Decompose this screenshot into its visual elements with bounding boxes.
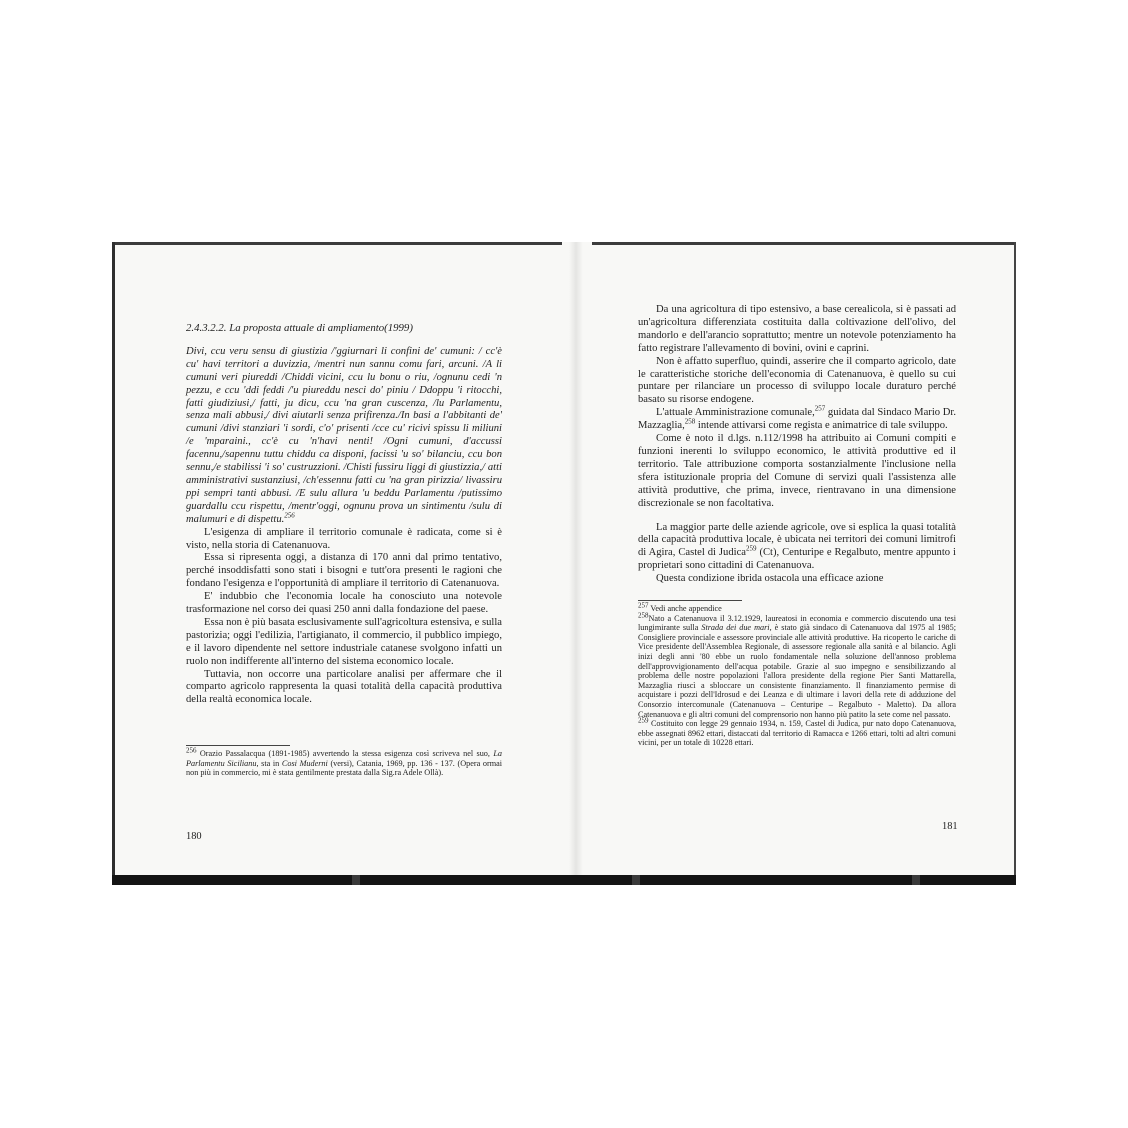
paragraph: Essa non è più basata esclusivamente sull'agricoltura estensiva, e sulla pastorizia; oggi l'edilizia, l'artigianato, il commercio, il pubblico impiego, e il lavoro dipendente nel settore industriale catanese svolgono infatti un ruolo non indifferente all'interno del sistema economico locale. bbox=[186, 616, 502, 667]
footnote-256: $^{256}$ Orazio Passalacqua (1891-1985) avvertendo la stessa esigenza così scriveva nel suo, La Parlamentu Sicilianu, sta in Cosi Muderni (versi), Catania, 1969, pp. 136 - 137. (Opera ormai non più in commercio, mi è stata gentilmente prestata dalla Sig.ra Adele Ollà). bbox=[186, 746, 502, 778]
paragraph: L'esigenza di ampliare il territorio comunale è radicata, come si è visto, nella storia di Catenanuova. bbox=[186, 526, 502, 551]
footnote-separator bbox=[186, 745, 290, 746]
page-number-right: 181 bbox=[942, 821, 958, 832]
bottom-edge-band bbox=[112, 875, 1016, 885]
footnote-ref-257: 257 bbox=[814, 404, 826, 413]
footnote-258: $^{258}$Nato a Catenanuova il 3.12.1929, laureatosi in economia e commercio discutendo una tesi lungimirante sulla Strada dei due mari, è stato già sindaco di Catenanuova dal 1975 al 1985; Consigliere provinciale e assessore provinciale alle attività produttive. Ha ricoperto le cariche di Vice presidente dell'Assemblea Regionale, di assessore regionale alla sanità e al bilancio. Agli inizi degli anni '80 ebbe un ruolo fondamentale nella soluzione dell'annoso problema dell'approvvigionamento dell'acqua potabile. Grazie al suo impegno e sensibilizzando al problema delle nostre popolazioni l'allora presidente della regione Pier Santi Mattarella, Mazzaglia riuscì a sbloccare un consistente finanziamento. Il finanziamento permise di acquistare i pozzi dell'Idrosud e dei Leanza e di ultimare i lavori della rete di adduzione del Consorzio intercomunale (Catenanuova – Centuripe – Regalbuto - Maletto). Da allora Catenanuova e gli altri comuni del comprensorio non hanno più patito la sete come nel passato. bbox=[638, 610, 956, 719]
poem-quote: Divi, ccu veru sensu di giustizia /'ggiurnari li confini de' cumuni: / cc'è cu' havi territori a duvizzia, /mentri nun sannu comu fari, arcuni. /A li cumuni veri piureddi /Chiddi vicini, ccu lu bonu o riu, /ognunu cedi 'n pezzu, e ccu 'ddi feddi /'u piureddu nesci do' piniu / Ddoppu 'i ritocchi, fatti giudiziusi,/ fatti, ju dicu, ccu 'na gran cuscenza, /lu Parlamentu, senza mali abbusi,/ divi aiutarli senza prifirenza./In basi a l'abbitanti de' cumuni /divi stanziari 'i sordi, c'o' prisenti /cce cu' ricivi spissu li miliuni /e 'mparaini., cc'è cu 'n'havi nenti! /Ogni cumuni, d'accussi facennu,/sapennu tuttu chiddu ca disponi, facissi 'u so' bilanciu, ccu bon sennu,/e stabilissi 'i so' custruzzioni. /Chisti fussiru liggi di giustizzia,/ atti amministrativi sustanziusi, /ch'essennu fatti cu 'na gran pirizzia/ livassiru ppi sempri tanti abbusi. /E sulu allura 'u beddu Parlamentu /putissimo guardallu ccu rispettu, /mentr'oggi, ognunu prova un sintimentu /sulu di malumuri e di dispettu.$^{256}$ bbox=[186, 345, 502, 525]
paragraph: Da una agricoltura di tipo estensivo, a base cerealicola, si è passati ad un'agricoltura differenziata costituita dalla coltivazione dell'olivo, del mandorlo e dell'arancio soprattutto; mentre un notevole potenziamento ha fatto registrare l'allevamento di bovini, ovini e caprini. bbox=[638, 304, 956, 354]
section-heading: 2.4.3.2.2. La proposta attuale di ampliamento(1999) bbox=[186, 322, 413, 334]
page-number-left: 180 bbox=[186, 831, 202, 842]
footnote-257: $^{257}$ Vedi anche appendice bbox=[638, 601, 722, 614]
footnote-ref-259: 259 bbox=[746, 544, 757, 553]
book-spine bbox=[569, 242, 583, 885]
footnote-259: $^{259}$ Costituito con legge 29 gennaio 1934, n. 159, Castel di Judica, pur nato dopo Catenanuova, ebbe assegnati 8962 ettari, distaccati dal territorio di Ramacca e 1266 ettari, tolti ad altri comuni vicini, per un totale di 10228 ettari. bbox=[638, 716, 956, 748]
paragraph: Tuttavia, non occorre una particolare analisi per affermare che il comparto agricolo rappresenta la quasi totalità della capacità produttiva della realtà economica locale. bbox=[186, 668, 502, 706]
right-page bbox=[638, 304, 956, 748]
footnote-separator bbox=[638, 600, 742, 601]
paragraph: La maggior parte delle aziende agricole, ove si esplica la quasi totalità della capacità produttiva locale, è ubicata nei territori dei comuni limitrofi di Agira, Castel di Judica$^{259}$ (Ct), Centuripe e Regalbuto, mentre appunto i proprietari sono cittadini di Catenanuova. bbox=[638, 521, 956, 572]
paragraph: L'attuale Amministrazione comunale,$^{257}$ guidata dal Sindaco Mario Dr. Mazzaglia,$^{258}$ intende attivarsi come regista e animatrice di tale sviluppo. bbox=[638, 404, 956, 432]
footnote-ref-256: 256 bbox=[284, 511, 295, 520]
left-page bbox=[186, 322, 502, 778]
right-edge-shadow bbox=[1014, 242, 1016, 885]
paragraph: E' indubbio che l'economia locale ha conosciuto una notevole trasformazione nel corso dei quasi 250 anni dalla fondazione del paese. bbox=[186, 591, 502, 616]
paragraph: Non è affatto superfluo, quindi, asserire che il comparto agricolo, date le caratteristiche storiche dell'economia di Catenanuova, è quello su cui puntare per rilanciare un processo di sviluppo locale duraturo perché basato su risorse endogene. bbox=[638, 355, 956, 406]
footnote-ref-258: 258 bbox=[684, 417, 696, 426]
left-edge-shadow bbox=[112, 242, 115, 885]
paragraph: Come è noto il d.lgs. n.112/1998 ha attribuito ai Comuni compiti e funzioni inerenti lo sviluppo economico, le attività produttive ed il territorio. Tale attribuzione comporta sostanzialmente l'inclusione nella sfera istituzionale propria del Comune di servizi quali l'assistenza alle attività produttive, che prima, invece, rientravano in una dimensione discrezionale se non facoltativa. bbox=[638, 433, 956, 509]
paragraph: Essa si ripresenta oggi, a distanza di 170 anni dal primo tentativo, perché insoddisfatti sono stati i bisogni e tutt'ora presenti le ragioni che fondano l'esigenza e l'opportunità di ampliare il territorio di Catenanuova. bbox=[186, 552, 502, 590]
book-spread bbox=[112, 242, 1016, 885]
paragraph: Questa condizione ibrida ostacola una efficace azione bbox=[656, 573, 884, 585]
